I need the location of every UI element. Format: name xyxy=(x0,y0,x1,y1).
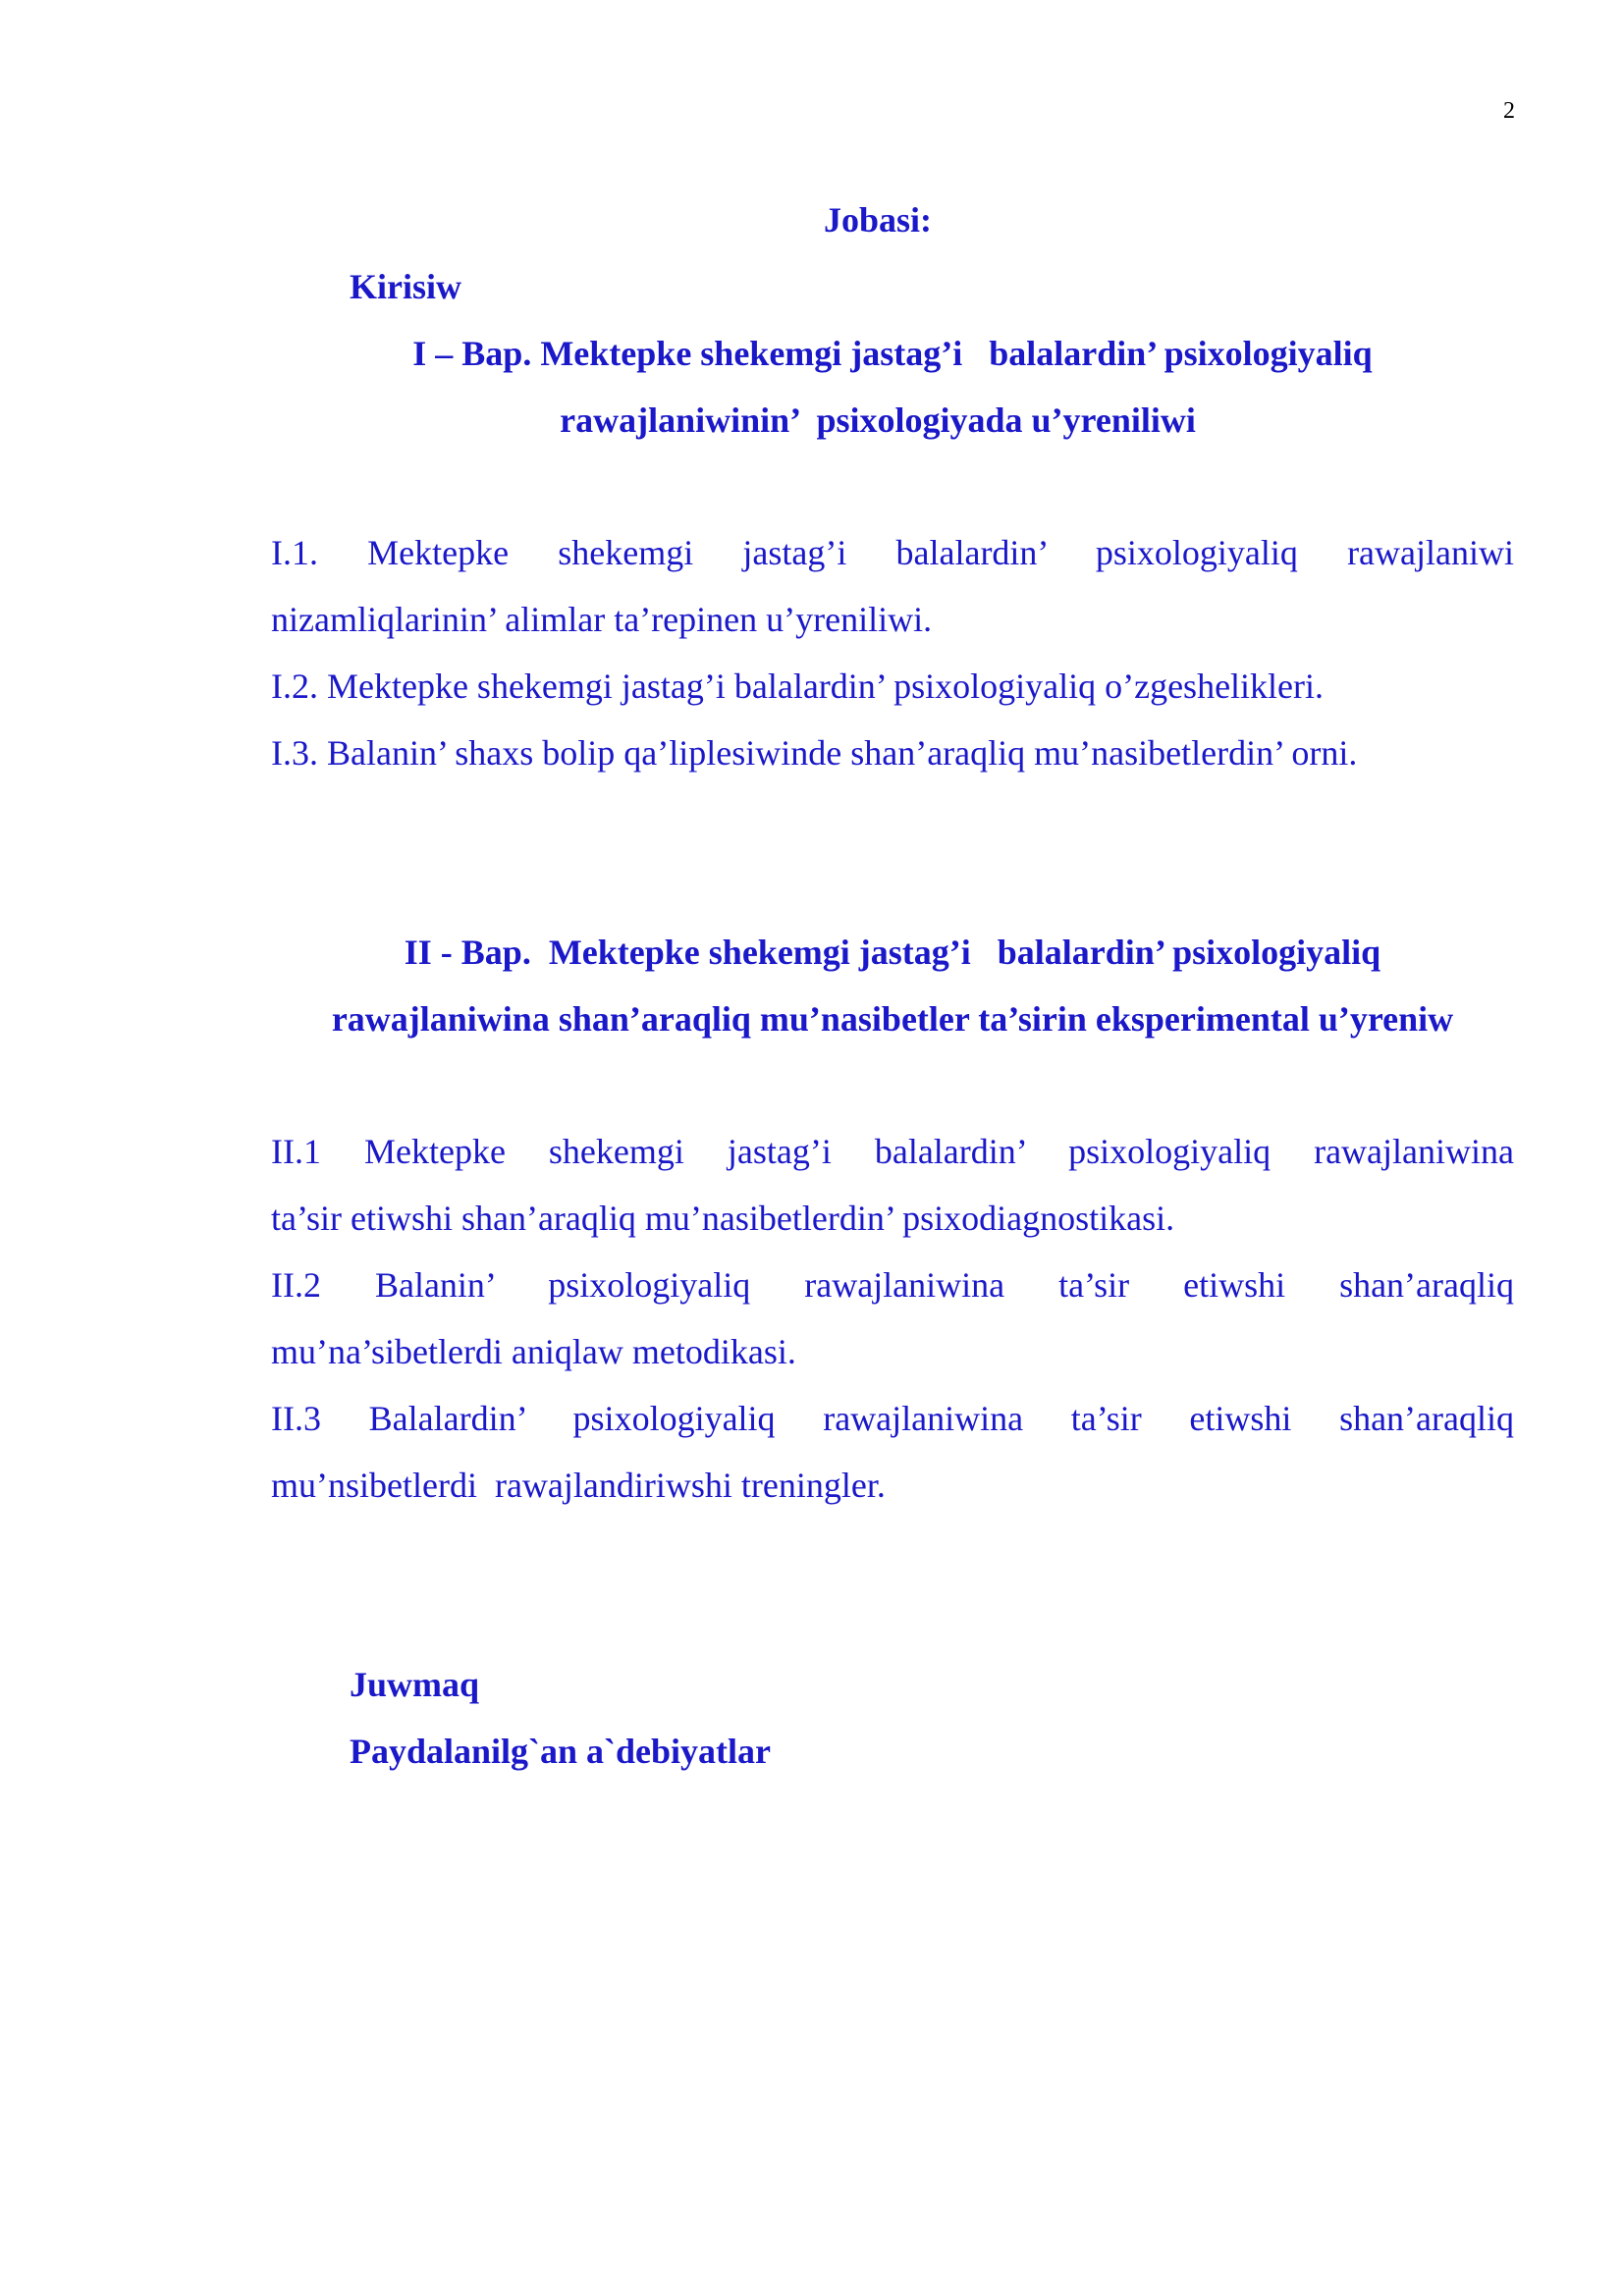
toc-item-1-1 xyxy=(271,519,1514,653)
toc-intro: Kirisiw xyxy=(350,267,461,306)
page-number: 2 xyxy=(1503,98,1515,124)
chapter-1-items xyxy=(271,519,1514,786)
toc-item-1-1-line-2: nizamliqlarinin’ alimlar ta’repinen u’yreniliwi. xyxy=(271,600,933,639)
toc-item-2-1 xyxy=(271,1118,1514,1252)
toc-item-2-3-line-2: mu’nsibetlerdi rawajlandiriwshi treningler. xyxy=(271,1466,886,1505)
toc-conclusion: Juwmaq xyxy=(350,1665,480,1704)
chapter-1-heading-line-2: rawajlaniwinin’ psixologiyada u’yreniliwi xyxy=(560,400,1196,440)
toc-item-2-2 xyxy=(271,1252,1514,1385)
toc-title: Jobasi: xyxy=(823,200,933,240)
toc-item-2-3 xyxy=(271,1385,1514,1519)
toc-item-2-1-line-1: II.1 Mektepke shekemgi jastag’i balalardin’ psixologiyaliq rawajlaniwina xyxy=(271,1132,1514,1171)
chapter-2-items xyxy=(271,1118,1514,1519)
toc-item-2-3-line-1: II.3 Balalardin’ psixologiyaliq rawajlaniwina ta’sir etiwshi shan’araqliq xyxy=(271,1399,1514,1438)
spacer xyxy=(271,1052,1514,1118)
spacer xyxy=(271,786,1514,919)
toc-item-1-3: I.3. Balanin’ shaxs bolip qa’liplesiwinde shan’araqliq mu’nasibetlerdin’ orni. xyxy=(271,733,1358,773)
chapter-1-heading-line-1: I – Bap. Mektepke shekemgi jastag’i balalardin’ psixologiyaliq xyxy=(412,334,1373,373)
chapter-2-heading xyxy=(271,919,1514,1052)
toc-item-2-1-line-2: ta’sir etiwshi shan’araqliq mu’nasibetlerdin’ psixodiagnostikasi. xyxy=(271,1199,1175,1238)
toc-item-1-1-line-1: I.1. Mektepke shekemgi jastag’i balalardin’ psixologiyaliq rawajlaniwi xyxy=(271,533,1514,572)
toc-item-2-2-line-2: mu’na’sibetlerdi aniqlaw metodikasi. xyxy=(271,1332,796,1371)
chapter-2-heading-line-2: rawajlaniwina shan’araqliq mu’nasibetler ta’sirin eksperimental u’yreniw xyxy=(331,999,1454,1039)
chapter-1-heading xyxy=(271,320,1514,454)
table-of-contents xyxy=(271,187,1514,1785)
spacer xyxy=(271,454,1514,519)
spacer xyxy=(271,1519,1514,1651)
toc-item-2-2-line-1: II.2 Balanin’ psixologiyaliq rawajlaniwina ta’sir etiwshi shan’araqliq xyxy=(271,1265,1514,1305)
toc-item-1-2: I.2. Mektepke shekemgi jastag’i balalardin’ psixologiyaliq o’zgeshelikleri. xyxy=(271,667,1325,706)
toc-references: Paydalanilg`an a`debiyatlar xyxy=(350,1732,772,1771)
chapter-2-heading-line-1: II - Bap. Mektepke shekemgi jastag’i balalardin’ psixologiyaliq xyxy=(404,933,1381,972)
